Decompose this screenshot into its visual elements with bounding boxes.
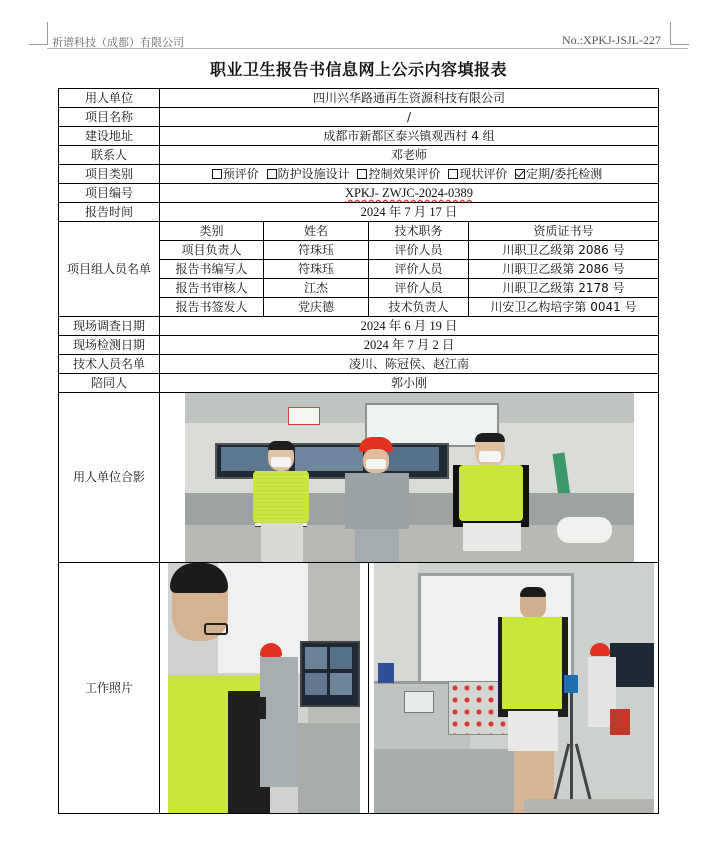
project-no-label: 项目编号: [59, 184, 160, 203]
project-type-label: 项目类别: [59, 165, 160, 184]
person-right-mask: [479, 451, 501, 462]
row-escort: [59, 374, 659, 393]
test-date-value: 2024 年 7 月 2 日: [160, 336, 659, 355]
row-address: [59, 127, 659, 146]
team-header-name: 姓名: [264, 222, 369, 241]
measuring-device: [258, 697, 266, 719]
safety-vest: [253, 471, 309, 523]
technicians-label: 技术人员名单: [59, 355, 160, 374]
operator-body: [260, 657, 298, 787]
panel-screen: [378, 663, 394, 683]
survey-date-label: 现场调查日期: [59, 317, 160, 336]
contact-label: 联系人: [59, 146, 160, 165]
checkbox-icon: [267, 169, 277, 179]
escort-label: 陪同人: [59, 374, 160, 393]
escort-value: 郭小刚: [160, 374, 659, 393]
option-pre-evaluation: [212, 166, 259, 183]
safety-vest: [502, 617, 562, 709]
row-report-date: [59, 203, 659, 222]
option-control-effect: [357, 166, 440, 183]
report-date-value: 2024 年 7 月 17 日: [160, 203, 659, 222]
glasses: [204, 623, 228, 635]
monitor-screen: [295, 447, 363, 471]
team-header-title: 技术职务: [369, 222, 469, 241]
header-rule: [47, 48, 688, 49]
monitor-screen: [305, 647, 327, 669]
option-label: 控制效果评价: [368, 166, 441, 181]
member-role: 报告书编写人: [160, 260, 264, 279]
monitor-screen: [330, 673, 352, 695]
team-header-role: 类别: [160, 222, 264, 241]
survey-date-value: 2024 年 6 月 19 日: [160, 317, 659, 336]
project-type-options: [160, 165, 659, 184]
test-date-label: 现场检测日期: [59, 336, 160, 355]
tripod-leg: [552, 744, 569, 803]
member-name: 党庆德: [264, 298, 369, 317]
member-cert: 川职卫乙级第 2178 号: [469, 279, 659, 298]
person-right-hair: [475, 433, 505, 442]
checkbox-icon: [212, 169, 222, 179]
lower-cabinet: [374, 749, 524, 813]
worker-hair: [520, 587, 546, 597]
member-cert: 川职卫乙级第 2086 号: [469, 241, 659, 260]
row-employer: [59, 89, 659, 108]
row-work-photos: [59, 563, 659, 814]
person-middle-uniform: [345, 473, 409, 529]
white-bag: [557, 517, 612, 543]
employer-label: 用人单位: [59, 89, 160, 108]
member-title: 评价人员: [369, 260, 469, 279]
panel-screen: [404, 691, 434, 713]
work-photo-right: [374, 563, 654, 813]
row-technicians: [59, 355, 659, 374]
contact-value: 邓老师: [160, 146, 659, 165]
row-group-photo: [59, 393, 659, 563]
member-role: 报告书审核人: [160, 279, 264, 298]
row-project-type: [59, 165, 659, 184]
member-name: 符珠珏: [264, 260, 369, 279]
option-label: 现状评价: [459, 166, 508, 181]
member-title: 评价人员: [369, 241, 469, 260]
group-photo-label: 用人单位合影: [59, 393, 160, 563]
safety-vest: [459, 465, 523, 521]
sign: [288, 407, 320, 425]
company-header: 祈谱科技（成都）有限公司: [52, 36, 184, 49]
person-right-shorts: [463, 523, 521, 551]
sound-meter: [564, 675, 578, 693]
person-middle-mask: [366, 459, 386, 469]
cctv-monitor: [610, 643, 654, 687]
work-photos-label: 工作照片: [59, 563, 160, 814]
work-photo-left: [168, 563, 360, 813]
row-contact: [59, 146, 659, 165]
person-left-legs: [261, 523, 303, 562]
monitor-screen: [330, 647, 352, 669]
project-no-value: XPKJ- ZWJC-2024-0389: [344, 185, 474, 200]
monitor-screen: [305, 673, 327, 695]
checkbox-icon: [357, 169, 367, 179]
option-label: 预评价: [222, 166, 259, 181]
member-title: 技术负责人: [369, 298, 469, 317]
checkbox-icon: [448, 169, 458, 179]
option-protection-design: [267, 166, 350, 183]
employer-value: 四川兴华路通再生资源科技有限公司: [160, 89, 659, 108]
person-middle-legs: [355, 529, 399, 562]
checked-checkbox-icon: [515, 169, 525, 179]
person-left-hair: [268, 441, 294, 450]
member-title: 评价人员: [369, 279, 469, 298]
row-survey-date: [59, 317, 659, 336]
group-photo-image: [185, 393, 634, 562]
address-value: 成都市新都区泰兴镇观西村 4 组: [160, 127, 659, 146]
person-left-mask: [271, 457, 291, 467]
option-status-evaluation: [448, 166, 507, 183]
team-label: 项目组人员名单: [59, 222, 160, 317]
corner-mark-top-left: [29, 22, 48, 45]
document-number: No.:XPKJ-JSJL-227: [561, 33, 661, 47]
option-periodic-testing: [515, 166, 602, 183]
member-role: 项目负责人: [160, 241, 264, 260]
red-helmet: [590, 643, 610, 656]
worker-shorts: [508, 711, 558, 751]
row-test-date: [59, 336, 659, 355]
address-label: 建设地址: [59, 127, 160, 146]
form-title: 职业卫生报告书信息网上公示内容填报表: [209, 60, 507, 79]
member-name: 江杰: [264, 279, 369, 298]
disclosure-form-table: [58, 88, 659, 814]
floor: [524, 799, 654, 813]
row-project-no: [59, 184, 659, 203]
technicians-value: 凌川、陈冠侯、赵江南: [160, 355, 659, 374]
project-name-value: /: [160, 108, 659, 127]
report-date-label: 报告时间: [59, 203, 160, 222]
corner-mark-top-right: [670, 22, 689, 45]
row-project-name: [59, 108, 659, 127]
project-name-label: 项目名称: [59, 108, 160, 127]
team-header-row: [59, 222, 659, 241]
red-stool: [610, 709, 630, 735]
option-label: 防护设施设计: [277, 166, 350, 181]
team-header-cert: 资质证书号: [469, 222, 659, 241]
member-role: 报告书签发人: [160, 298, 264, 317]
member-name: 符珠珏: [264, 241, 369, 260]
control-cabinet: [298, 723, 360, 813]
option-label: 定期/委托检测: [526, 166, 603, 181]
tripod-leg: [574, 744, 591, 803]
member-cert: 川职卫乙级第 2086 号: [469, 260, 659, 279]
member-cert: 川安卫乙构培字第 0041 号: [469, 298, 659, 317]
